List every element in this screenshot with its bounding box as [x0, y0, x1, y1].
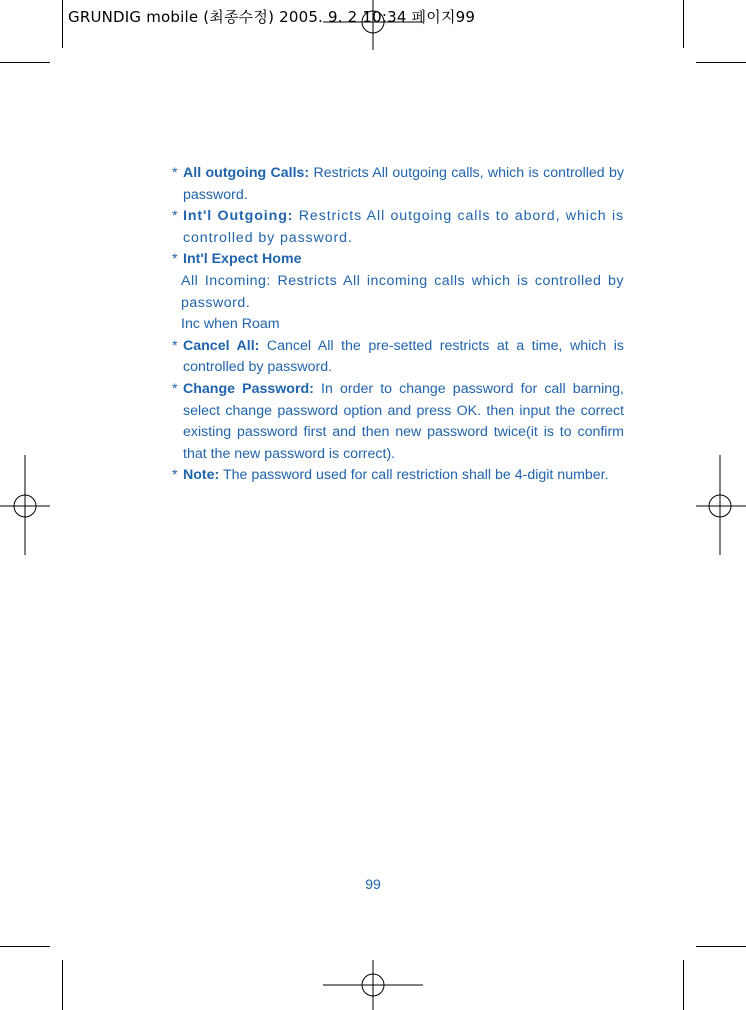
bullet: * [172, 337, 178, 354]
desc-all-outgoing: Restricts All outgoing calls, which is controlled by password. [183, 165, 624, 203]
term-all-incoming: All Incoming: [181, 272, 271, 289]
desc-intl-outgoing: Restricts All outgoing calls to abord, which is controlled by password. [183, 208, 624, 246]
bullet: * [172, 208, 179, 225]
bullet: * [172, 380, 178, 397]
term-intl-outgoing: Int'l Outgoing: [183, 208, 294, 225]
registration-mark-right [696, 455, 746, 555]
desc-all-incoming: Restricts All incoming calls which is controlled by password. [181, 272, 624, 311]
desc-cancel-all: Cancel All the pre-setted restricts at a time, which is controlled by password. [183, 337, 624, 376]
term-intl-expect-home: Int'l Expect Home [183, 251, 302, 268]
crop-mark [683, 0, 684, 48]
crop-mark [696, 946, 746, 947]
registration-mark-left [0, 455, 50, 555]
desc-change-password: In order to change password for call barning, select change password option and press OK. then input the correct existing password first and then new password twice(it is to confirm that the new password is correct). [183, 380, 624, 462]
crop-mark [696, 62, 746, 63]
crop-mark [0, 62, 50, 63]
entry-note [172, 465, 624, 487]
term-change-password: Change Password: [183, 380, 314, 397]
call-barring-content [172, 163, 624, 487]
term-all-outgoing: All outgoing Calls: [183, 165, 310, 181]
entry-change-password [172, 379, 624, 465]
entry-intl-expect-home [172, 249, 624, 271]
entry-intl-outgoing [172, 206, 624, 249]
registration-mark-top [323, 0, 423, 50]
entry-cancel-all [172, 336, 624, 379]
bullet: * [172, 251, 178, 268]
bullet: * [172, 165, 178, 181]
term-note: Note: [183, 467, 220, 484]
registration-mark-bottom [323, 960, 423, 1010]
entry-inc-when-roam: Inc when Roam [181, 316, 280, 333]
crop-mark [62, 0, 63, 48]
crop-mark [683, 960, 684, 1010]
desc-note: The password used for call restriction shall be 4-digit number. [222, 467, 609, 484]
entry-all-outgoing [172, 163, 624, 206]
entry-all-incoming [172, 271, 624, 314]
bullet: * [172, 467, 178, 484]
crop-mark [62, 960, 63, 1010]
term-cancel-all: Cancel All: [183, 337, 260, 354]
crop-mark [0, 946, 50, 947]
print-header: GRUNDIG mobile (최종수정) 2005. 9. 2 10:34 페이지99 [68, 8, 476, 26]
page-number: 99 [365, 876, 381, 892]
